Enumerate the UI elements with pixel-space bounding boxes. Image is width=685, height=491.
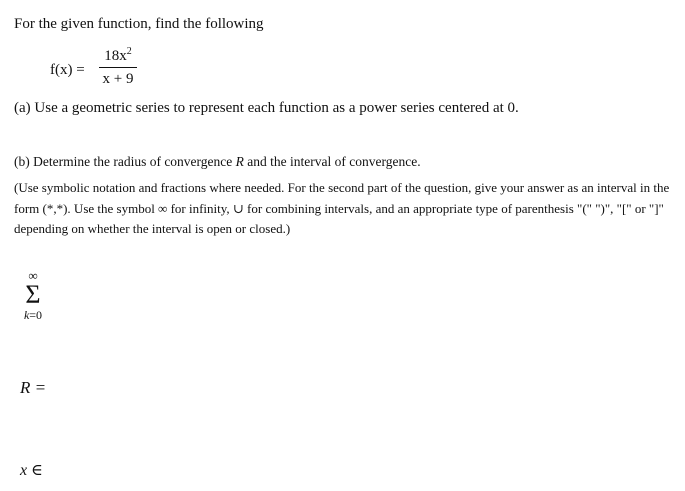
- sum-index-variable: k: [23, 308, 30, 322]
- interval-label: x ∈: [20, 462, 43, 479]
- part-b-prefix: (b) Determine the radius of convergence: [14, 154, 236, 169]
- function-fraction: [98, 46, 138, 89]
- sum-index-start: =0: [29, 308, 43, 322]
- numerator-base: 18x: [104, 48, 127, 64]
- sum-lower-limit: [24, 308, 42, 322]
- numerator-exponent: 2: [126, 46, 132, 57]
- part-b-suffix: and the interval of convergence.: [243, 154, 421, 169]
- fraction-numerator: [104, 46, 132, 66]
- series-sum: [16, 270, 50, 322]
- part-b-variable: R: [235, 154, 244, 169]
- part-b-prompt: [14, 154, 421, 170]
- part-a-prompt: (a) Use a geometric series to represent each function as a power series centered at 0.: [14, 100, 519, 116]
- sigma-icon: Σ: [25, 280, 41, 309]
- fraction-bar: [99, 67, 137, 68]
- question-intro: For the given function, find the following: [14, 16, 264, 32]
- function-lhs: f(x) =: [50, 62, 85, 78]
- radius-label: R =: [20, 378, 47, 397]
- fraction-denominator: x + 9: [102, 71, 134, 87]
- answer-instructions: (Use symbolic notation and fractions where needed. For the second part of the question, give your answer as an interval in the form (*,*). Use the symbol ∞ for infinity, ∪ for combining intervals, and an appropriate type of parenthesis "(" ")", "[" or "]" depending on whether the interval is open or closed.): [14, 180, 670, 236]
- sum-upper-limit: ∞: [28, 268, 38, 283]
